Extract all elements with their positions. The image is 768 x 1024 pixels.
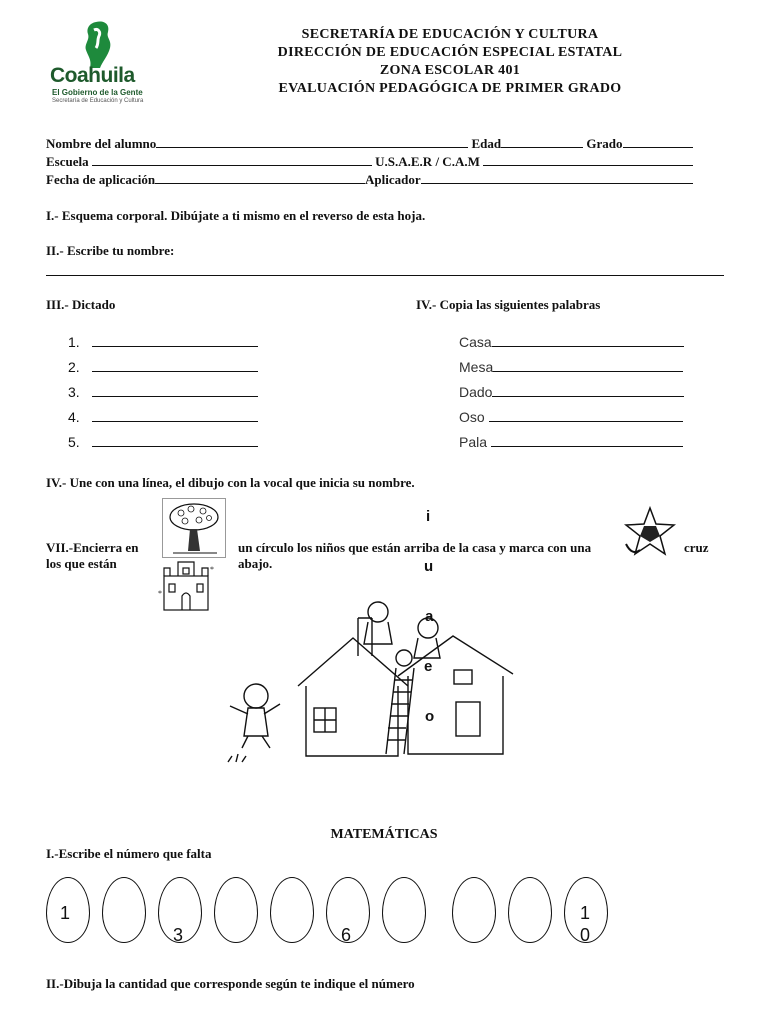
dictation-line[interactable] (92, 436, 258, 447)
number-eggs-row (0, 877, 768, 949)
star-drawing (620, 504, 678, 562)
number-egg-8[interactable] (452, 877, 496, 943)
vowel-o: o (425, 708, 435, 725)
field-usaer-line[interactable] (483, 155, 693, 166)
section-7-text-e: abajo. (238, 556, 273, 571)
section-7-text-b: un círculo los niños que están arriba de la casa y marca con una (238, 540, 592, 555)
dictation-item: 4. (68, 409, 258, 434)
field-escuela-label: Escuela (46, 154, 89, 169)
dictation-line[interactable] (92, 361, 258, 372)
section-7-text-a: VII.-Encierra en (46, 540, 139, 555)
dictation-item: 1. (68, 334, 258, 359)
section-3-title: III.- Dictado (46, 297, 116, 312)
header-line-2: DIRECCIÓN DE EDUCACIÓN ESPECIAL ESTATAL (277, 45, 623, 60)
field-nombre-label: Nombre del alumno (46, 136, 157, 151)
copy-words-list (459, 334, 684, 459)
tree-icon (163, 499, 225, 557)
name-writing-line[interactable] (46, 275, 724, 276)
number-egg-6-value: 6 (341, 925, 352, 945)
section-7-text-c: cruz (684, 540, 709, 555)
number-egg-10-value-b: 0 (580, 925, 591, 945)
logo-subtitle: Secretaría de Educación y Cultura (52, 98, 144, 104)
svg-text:*: * (158, 589, 162, 598)
dictation-item: 5. (68, 434, 258, 459)
math-question-2: II.-Dibuja la cantidad que corresponde según te indique el número (46, 976, 415, 991)
logo (44, 18, 154, 108)
copy-word-line[interactable] (493, 361, 683, 372)
header-line-1: SECRETARÍA DE EDUCACIÓN Y CULTURA (301, 27, 599, 42)
section-4-title: IV.- Copia las siguientes palabras (416, 297, 601, 312)
header-line-4: EVALUACIÓN PEDAGÓGICA DE PRIMER GRADO (278, 81, 622, 96)
vowel-u: u (424, 558, 434, 575)
dictation-line[interactable] (92, 336, 258, 347)
field-edad-line[interactable] (501, 137, 583, 148)
field-aplicador-label: Aplicador (365, 172, 421, 187)
number-egg-10-value-a: 1 (580, 903, 591, 923)
field-fecha-line[interactable] (155, 173, 365, 184)
number-egg-5[interactable] (270, 877, 314, 943)
number-egg-1-value: 1 (60, 903, 71, 923)
copy-word-line[interactable] (491, 436, 683, 447)
section-5-instruction: IV.- Une con una línea, el dibujo con la vocal que inicia su nombre. (46, 475, 415, 490)
vowel-e: e (424, 658, 433, 675)
svg-text:*: * (210, 565, 214, 574)
number-egg-3-value: 3 (173, 925, 184, 945)
field-grado-line[interactable] (623, 137, 693, 148)
dictation-item: 2. (68, 359, 258, 384)
dictation-item: 3. (68, 384, 258, 409)
field-edad-label: Edad (471, 136, 502, 151)
student-info-row-3 (46, 172, 693, 188)
vowel-i: i (426, 508, 431, 525)
house-with-children-icon (218, 596, 528, 772)
number-egg-9[interactable] (508, 877, 552, 943)
section-1-instruction: I.- Esquema corporal. Dibújate a ti mismo en el reverso de esta hoja. (46, 208, 426, 223)
copy-word-item: Casa (459, 334, 684, 359)
number-egg-2[interactable] (102, 877, 146, 943)
dictation-line[interactable] (92, 411, 258, 422)
copy-word-item: Mesa (459, 359, 684, 384)
student-info-row-1 (46, 136, 693, 152)
dictation-list (68, 334, 258, 459)
logo-brand: Coahuila (50, 64, 135, 87)
header-line-3: ZONA ESCOLAR 401 (379, 63, 521, 78)
dictation-line[interactable] (92, 386, 258, 397)
section-7-text-d: los que están (46, 556, 117, 571)
coahuila-state-icon (44, 18, 154, 70)
house-scene-drawing (218, 596, 528, 772)
copy-word-line[interactable] (489, 411, 683, 422)
copy-word-line[interactable] (492, 386, 684, 397)
field-nombre-line[interactable] (156, 137, 468, 148)
copy-word-item: Pala (459, 434, 684, 459)
section-2-instruction: II.- Escribe tu nombre: (46, 243, 175, 258)
field-escuela-line[interactable] (92, 155, 372, 166)
tree-drawing (162, 498, 226, 558)
number-egg-4[interactable] (214, 877, 258, 943)
field-aplicador-line[interactable] (421, 173, 693, 184)
castle-drawing (156, 556, 216, 612)
castle-icon (156, 556, 216, 612)
copy-word-line[interactable] (492, 336, 684, 347)
field-grado-label: Grado (586, 136, 623, 151)
copy-word-item: Oso (459, 409, 684, 434)
field-usaer-label: U.S.A.E.R / C.A.M (375, 154, 480, 169)
math-title: MATEMÁTICAS (330, 827, 438, 842)
student-info-row-2 (46, 154, 693, 170)
number-egg-7[interactable] (382, 877, 426, 943)
star-icon (620, 504, 678, 562)
vowel-a: a (425, 608, 434, 625)
math-question-1: I.-Escribe el número que falta (46, 846, 212, 861)
field-fecha-label: Fecha de aplicación (46, 172, 156, 187)
copy-word-item: Dado (459, 384, 684, 409)
logo-tagline: El Gobierno de la Gente (52, 88, 143, 97)
